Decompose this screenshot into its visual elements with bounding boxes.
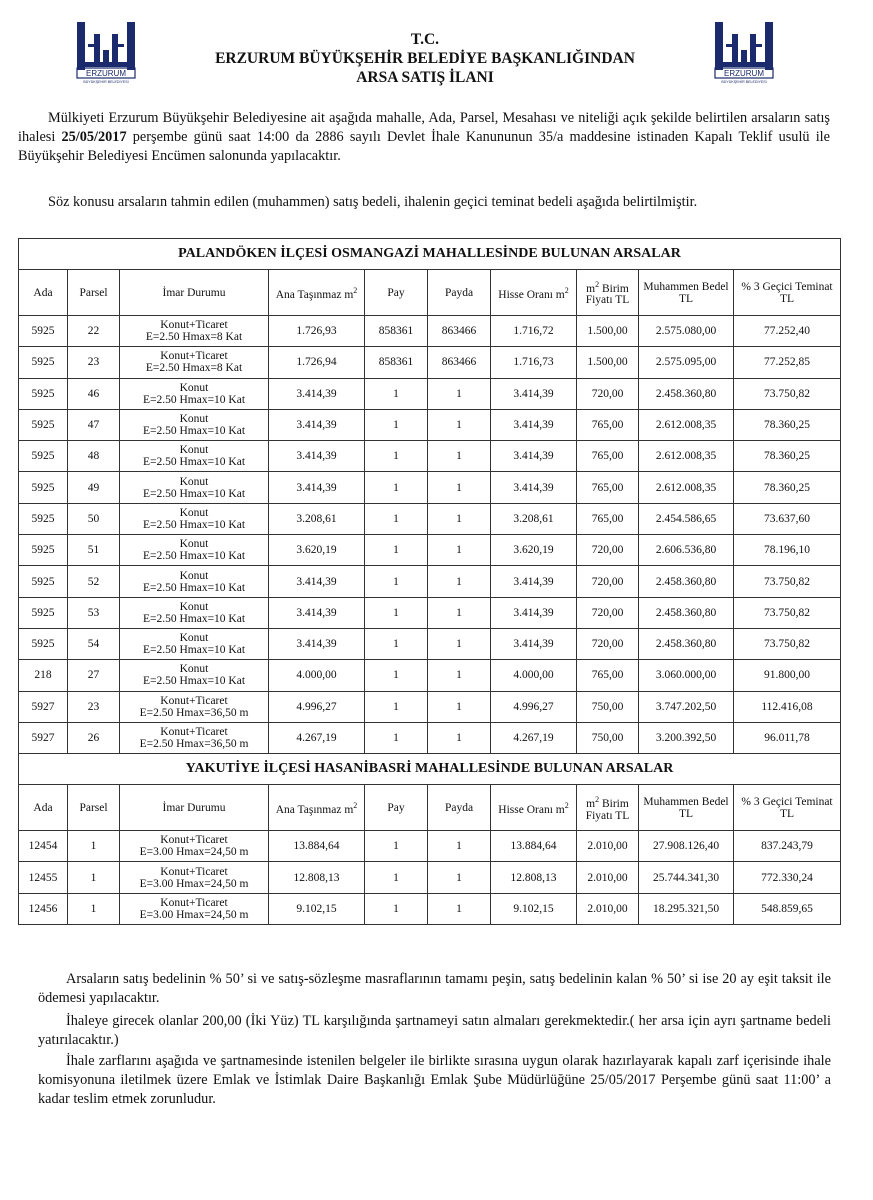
cell-hisse-orani: 12.808,13	[491, 862, 577, 893]
table-row	[19, 535, 841, 566]
cell-hisse-orani: 1.716,72	[491, 316, 577, 347]
cell-ana-tasinmaz: 3.208,61	[269, 503, 365, 534]
cell-ada: 5925	[19, 409, 68, 440]
cell-pay: 1	[365, 660, 428, 691]
cell-birim-fiyat: 750,00	[577, 691, 639, 722]
footer-paragraph-submission: İhale zarflarını aşağıda ve şartnamesinde istenilen belgeler ile birlikte sırasına uygun olarak hazırlayarak kapalı zarf içerisinde ihale komisyonuna iletilmek üzere Emlak ve İstimlak Daire Başkanlığı Emlak Şube Müdürlüğüne 25/05/2017 Perşembe günü saat 11:00’ a kadar teslim etmek zorunludur.	[38, 1053, 831, 1107]
cell-parsel: 48	[68, 441, 120, 472]
cell-ana-tasinmaz: 1.726,94	[269, 347, 365, 378]
column-header: % 3 Geçici Teminat TL	[734, 270, 841, 316]
cell-birim-fiyat: 765,00	[577, 472, 639, 503]
cell-muhammen-bedel: 2.458.360,80	[639, 628, 734, 659]
column-header: Muhammen Bedel TL	[639, 785, 734, 831]
cell-payda: 1	[428, 597, 491, 628]
cell-payda: 1	[428, 831, 491, 862]
cell-parsel: 26	[68, 722, 120, 753]
cell-imar-durumu	[120, 628, 269, 659]
intro-paragraph-2: Söz konusu arsaların tahmin edilen (muhammen) satış bedeli, ihalenin geçici teminat bedeli aşağıda belirtilmiştir.	[48, 194, 698, 210]
cell-ada: 5927	[19, 691, 68, 722]
table-row	[19, 831, 841, 862]
cell-payda: 1	[428, 862, 491, 893]
cell-gecici-teminat: 96.011,78	[734, 722, 841, 753]
cell-hisse-orani: 3.414,39	[491, 628, 577, 659]
cell-imar-durumu	[120, 660, 269, 691]
cell-parsel: 1	[68, 862, 120, 893]
header-announcement-title: ARSA SATIŞ İLANI	[356, 69, 494, 86]
logo-text-right: ERZURUM	[724, 69, 764, 78]
cell-ana-tasinmaz: 3.414,39	[269, 409, 365, 440]
cell-payda: 1	[428, 535, 491, 566]
cell-payda: 1	[428, 893, 491, 924]
cell-hisse-orani: 3.414,39	[491, 409, 577, 440]
cell-ana-tasinmaz: 3.414,39	[269, 441, 365, 472]
table-row	[19, 316, 841, 347]
cell-parsel: 23	[68, 691, 120, 722]
cell-ana-tasinmaz: 3.414,39	[269, 566, 365, 597]
cell-muhammen-bedel: 2.606.536,80	[639, 535, 734, 566]
cell-imar-durumu	[120, 893, 269, 924]
cell-gecici-teminat: 772.330,24	[734, 862, 841, 893]
table-row	[19, 660, 841, 691]
section-title-yakutiye-cell: YAKUTİYE İLÇESİ HASANİBASRİ MAHALLESİNDE BULUNAN ARSALAR	[19, 754, 841, 785]
table-row	[19, 691, 841, 722]
cell-payda: 1	[428, 566, 491, 597]
imar-detail: E=2.50 Hmax=8 Kat	[145, 362, 243, 375]
cell-hisse-orani: 3.620,19	[491, 535, 577, 566]
cell-muhammen-bedel: 2.454.586,65	[639, 503, 734, 534]
column-header: İmar Durumu	[120, 785, 269, 831]
table-row	[19, 347, 841, 378]
cell-payda: 1	[428, 378, 491, 409]
table-row	[19, 503, 841, 534]
imar-detail: E=2.50 Hmax=10 Kat	[142, 518, 246, 531]
cell-ada: 5925	[19, 472, 68, 503]
erzurum-logo-right	[712, 20, 776, 86]
cell-hisse-orani: 1.716,73	[491, 347, 577, 378]
cell-muhammen-bedel: 2.575.080,00	[639, 316, 734, 347]
cell-parsel: 50	[68, 503, 120, 534]
imar-detail: E=2.50 Hmax=10 Kat	[142, 612, 246, 625]
cell-muhammen-bedel: 2.612.008,35	[639, 409, 734, 440]
imar-type: Konut+Ticaret	[160, 726, 228, 738]
cell-gecici-teminat: 112.416,08	[734, 691, 841, 722]
tender-date: 25/05/2017	[61, 129, 127, 145]
intro-paragraph-1	[18, 109, 830, 166]
header-tc: T.C.	[410, 31, 440, 48]
cell-muhammen-bedel: 27.908.126,40	[639, 831, 734, 862]
cell-gecici-teminat: 78.360,25	[734, 472, 841, 503]
section-title-yakutiye	[19, 754, 841, 785]
cell-hisse-orani: 3.414,39	[491, 472, 577, 503]
imar-type: Konut+Ticaret	[160, 350, 228, 363]
cell-gecici-teminat: 77.252,40	[734, 316, 841, 347]
cell-gecici-teminat: 548.859,65	[734, 893, 841, 924]
imar-detail: E=2.50 Hmax=10 Kat	[142, 456, 246, 469]
cell-imar-durumu	[120, 722, 269, 753]
imar-detail: E=3.00 Hmax=24,50 m	[139, 877, 249, 890]
cell-gecici-teminat: 73.637,60	[734, 503, 841, 534]
cell-ada: 5925	[19, 628, 68, 659]
column-header: Pay	[365, 785, 428, 831]
column-header: Pay	[365, 270, 428, 316]
cell-pay: 1	[365, 409, 428, 440]
cell-payda: 1	[428, 691, 491, 722]
cell-parsel: 53	[68, 597, 120, 628]
cell-ada: 5925	[19, 535, 68, 566]
imar-detail: E=2.50 Hmax=36,50 m	[139, 706, 249, 719]
cell-gecici-teminat: 77.252,85	[734, 347, 841, 378]
cell-ada: 5925	[19, 378, 68, 409]
section-title-palandoken	[19, 239, 841, 270]
cell-ada: 12455	[19, 862, 68, 893]
document-header	[150, 30, 700, 87]
imar-type: Konut	[179, 600, 209, 613]
cell-pay: 1	[365, 535, 428, 566]
cell-pay: 1	[365, 862, 428, 893]
column-header: İmar Durumu	[120, 270, 269, 316]
cell-muhammen-bedel: 2.458.360,80	[639, 566, 734, 597]
cell-ana-tasinmaz: 3.414,39	[269, 628, 365, 659]
cell-hisse-orani: 3.414,39	[491, 441, 577, 472]
cell-pay: 1	[365, 722, 428, 753]
cell-imar-durumu	[120, 862, 269, 893]
cell-imar-durumu	[120, 597, 269, 628]
table-row	[19, 597, 841, 628]
imar-detail: E=2.50 Hmax=10 Kat	[142, 425, 246, 438]
cell-parsel: 1	[68, 831, 120, 862]
cell-imar-durumu	[120, 472, 269, 503]
column-header: Ada	[19, 785, 68, 831]
cell-gecici-teminat: 78.360,25	[734, 409, 841, 440]
cell-hisse-orani: 13.884,64	[491, 831, 577, 862]
imar-type: Konut	[179, 381, 209, 394]
cell-pay: 1	[365, 691, 428, 722]
column-header: % 3 Geçici Teminat TL	[734, 785, 841, 831]
imar-type: Konut	[179, 663, 209, 676]
cell-imar-durumu	[120, 441, 269, 472]
cell-ana-tasinmaz: 4.000,00	[269, 660, 365, 691]
cell-muhammen-bedel: 3.060.000,00	[639, 660, 734, 691]
cell-hisse-orani: 3.414,39	[491, 566, 577, 597]
cell-muhammen-bedel: 2.458.360,80	[639, 597, 734, 628]
cell-pay: 858361	[365, 316, 428, 347]
intro-text-b: perşembe günü saat 14:00 da 2886 sayılı Devlet İhale Kanununun 35/a maddesine istinaden Kapalı Teklif usulü ile Büyükşehir Belediyesi Encümen salonunda yapılacaktır.	[18, 129, 830, 164]
logo-subtext-right: BÜYÜKŞEHİR BELEDİYESİ	[721, 80, 767, 84]
table-row	[19, 472, 841, 503]
table-header-row-1	[19, 270, 841, 316]
cell-birim-fiyat: 765,00	[577, 409, 639, 440]
imar-type: Konut+Ticaret	[160, 834, 228, 847]
table-row	[19, 628, 841, 659]
cell-hisse-orani: 3.414,39	[491, 597, 577, 628]
cell-payda: 1	[428, 503, 491, 534]
cell-parsel: 22	[68, 316, 120, 347]
column-header: Ana Taşınmaz $m^2$	[269, 270, 365, 316]
cell-payda: 1	[428, 472, 491, 503]
imar-type: Konut	[179, 506, 209, 519]
cell-parsel: 54	[68, 628, 120, 659]
table-row	[19, 893, 841, 924]
cell-hisse-orani: 4.996,27	[491, 691, 577, 722]
table-row	[19, 441, 841, 472]
table-row	[19, 722, 841, 753]
column-header: Ana Taşınmaz $m^2$	[269, 785, 365, 831]
column-header: Hisse Oranı $m^2$	[491, 785, 577, 831]
imar-type: Konut	[179, 538, 209, 551]
cell-parsel: 47	[68, 409, 120, 440]
cell-payda: 1	[428, 628, 491, 659]
imar-type: Konut+Ticaret	[160, 865, 228, 878]
cell-muhammen-bedel: 3.747.202,50	[639, 691, 734, 722]
imar-detail: E=2.50 Hmax=8 Kat	[145, 331, 243, 344]
cell-birim-fiyat: 720,00	[577, 535, 639, 566]
cell-muhammen-bedel: 2.612.008,35	[639, 441, 734, 472]
cell-gecici-teminat: 78.360,25	[734, 441, 841, 472]
cell-parsel: 46	[68, 378, 120, 409]
land-sale-table	[18, 238, 841, 925]
cell-ada: 5925	[19, 441, 68, 472]
cell-hisse-orani: 4.267,19	[491, 722, 577, 753]
cell-birim-fiyat: 720,00	[577, 566, 639, 597]
cell-gecici-teminat: 73.750,82	[734, 378, 841, 409]
cell-imar-durumu	[120, 347, 269, 378]
imar-detail: E=2.50 Hmax=10 Kat	[142, 487, 246, 500]
cell-hisse-orani: 3.208,61	[491, 503, 577, 534]
cell-imar-durumu	[120, 503, 269, 534]
cell-imar-durumu	[120, 409, 269, 440]
cell-ada: 12456	[19, 893, 68, 924]
imar-type: Konut	[179, 569, 209, 582]
cell-pay: 1	[365, 831, 428, 862]
cell-pay: 1	[365, 566, 428, 597]
table-header-row-2	[19, 785, 841, 831]
cell-imar-durumu	[120, 566, 269, 597]
footer-paragraph-specification: İhaleye girecek olanlar 200,00 (İki Yüz) TL karşılığında şartnameyi satın almaları gerekmektedir.( her arsa için ayrı şartname bedeli yatırılacaktır.)	[38, 1013, 831, 1048]
cell-parsel: 27	[68, 660, 120, 691]
imar-type: Konut	[179, 632, 209, 645]
cell-birim-fiyat: 1.500,00	[577, 316, 639, 347]
table-row	[19, 409, 841, 440]
cell-ana-tasinmaz: 1.726,93	[269, 316, 365, 347]
footer-paragraph-payment: Arsaların satış bedelinin % 50’ si ve satış-sözleşme masraflarının tamamı peşin, satış bedelinin kalan % 50’ si ise 20 ay eşit taksit ile ödemesi yapılacaktır.	[38, 971, 831, 1006]
imar-type: Konut	[179, 475, 209, 488]
imar-detail: E=2.50 Hmax=10 Kat	[142, 393, 246, 406]
cell-ana-tasinmaz: 4.996,27	[269, 691, 365, 722]
erzurum-logo-left	[74, 20, 138, 86]
logo-text-left: ERZURUM	[86, 69, 126, 78]
cell-birim-fiyat: 2.010,00	[577, 893, 639, 924]
cell-muhammen-bedel: 25.744.341,30	[639, 862, 734, 893]
cell-ada: 5925	[19, 347, 68, 378]
table-row	[19, 378, 841, 409]
section-title-palandoken-cell: PALANDÖKEN İLÇESİ OSMANGAZİ MAHALLESİNDE BULUNAN ARSALAR	[19, 239, 841, 270]
cell-pay: 1	[365, 503, 428, 534]
cell-ana-tasinmaz: 13.884,64	[269, 831, 365, 862]
cell-ana-tasinmaz: 3.414,39	[269, 597, 365, 628]
cell-ada: 12454	[19, 831, 68, 862]
cell-parsel: 1	[68, 893, 120, 924]
cell-payda: 1	[428, 660, 491, 691]
cell-parsel: 51	[68, 535, 120, 566]
column-header: Hisse Oranı $m^2$	[491, 270, 577, 316]
column-header: $m^2$ Birim Fiyatı TL	[577, 785, 639, 831]
cell-gecici-teminat: 837.243,79	[734, 831, 841, 862]
table-row	[19, 566, 841, 597]
cell-parsel: 52	[68, 566, 120, 597]
cell-payda: 1	[428, 722, 491, 753]
cell-payda: 863466	[428, 316, 491, 347]
cell-gecici-teminat: 73.750,82	[734, 566, 841, 597]
imar-detail: E=2.50 Hmax=10 Kat	[142, 550, 246, 563]
cell-gecici-teminat: 78.196,10	[734, 535, 841, 566]
cell-birim-fiyat: 765,00	[577, 441, 639, 472]
cell-birim-fiyat: 1.500,00	[577, 347, 639, 378]
cell-birim-fiyat: 765,00	[577, 503, 639, 534]
imar-detail: E=3.00 Hmax=24,50 m	[139, 846, 249, 859]
cell-gecici-teminat: 73.750,82	[734, 628, 841, 659]
cell-pay: 1	[365, 597, 428, 628]
imar-detail: E=2.50 Hmax=36,50 m	[139, 738, 249, 750]
cell-imar-durumu	[120, 691, 269, 722]
cell-ana-tasinmaz: 4.267,19	[269, 722, 365, 753]
cell-imar-durumu	[120, 831, 269, 862]
cell-birim-fiyat: 2.010,00	[577, 862, 639, 893]
cell-birim-fiyat: 720,00	[577, 597, 639, 628]
cell-payda: 863466	[428, 347, 491, 378]
cell-ada: 218	[19, 660, 68, 691]
cell-muhammen-bedel: 18.295.321,50	[639, 893, 734, 924]
column-header: Parsel	[68, 785, 120, 831]
imar-type: Konut	[179, 444, 209, 457]
cell-pay: 1	[365, 441, 428, 472]
imar-type: Konut+Ticaret	[160, 319, 228, 332]
intro-text-a: Mülkiyeti Erzurum Büyükşehir Belediyesine ait aşağıda mahalle, Ada, Parsel, Mesahası ve niteliği açık şekilde belirtilen arsaların satış ihalesi	[18, 110, 830, 145]
cell-ada: 5925	[19, 566, 68, 597]
cell-muhammen-bedel: 2.575.095,00	[639, 347, 734, 378]
header-institution: ERZURUM BÜYÜKŞEHİR BELEDİYE BAŞKANLIĞINDAN	[215, 50, 635, 67]
cell-ana-tasinmaz: 3.414,39	[269, 472, 365, 503]
column-header: Payda	[428, 270, 491, 316]
cell-payda: 1	[428, 409, 491, 440]
imar-type: Konut	[179, 413, 209, 426]
imar-detail: E=2.50 Hmax=10 Kat	[142, 675, 246, 688]
cell-muhammen-bedel: 3.200.392,50	[639, 722, 734, 753]
cell-ana-tasinmaz: 3.414,39	[269, 378, 365, 409]
cell-pay: 1	[365, 378, 428, 409]
table-row	[19, 862, 841, 893]
cell-payda: 1	[428, 441, 491, 472]
cell-ana-tasinmaz: 12.808,13	[269, 862, 365, 893]
cell-birim-fiyat: 720,00	[577, 628, 639, 659]
cell-ada: 5925	[19, 597, 68, 628]
cell-birim-fiyat: 750,00	[577, 722, 639, 753]
cell-imar-durumu	[120, 535, 269, 566]
cell-parsel: 49	[68, 472, 120, 503]
cell-muhammen-bedel: 2.458.360,80	[639, 378, 734, 409]
cell-ana-tasinmaz: 3.620,19	[269, 535, 365, 566]
cell-gecici-teminat: 91.800,00	[734, 660, 841, 691]
cell-pay: 1	[365, 472, 428, 503]
imar-type: Konut+Ticaret	[160, 694, 228, 707]
cell-imar-durumu	[120, 378, 269, 409]
imar-detail: E=2.50 Hmax=10 Kat	[142, 644, 246, 657]
logo-subtext-left: BÜYÜKŞEHİR BELEDİYESİ	[83, 80, 129, 84]
cell-pay: 1	[365, 893, 428, 924]
cell-parsel: 23	[68, 347, 120, 378]
cell-ada: 5927	[19, 722, 68, 753]
cell-ada: 5925	[19, 316, 68, 347]
cell-pay: 858361	[365, 347, 428, 378]
imar-detail: E=2.50 Hmax=10 Kat	[142, 581, 246, 594]
cell-ada: 5925	[19, 503, 68, 534]
cell-ana-tasinmaz: 9.102,15	[269, 893, 365, 924]
cell-hisse-orani: 9.102,15	[491, 893, 577, 924]
column-header: Payda	[428, 785, 491, 831]
imar-type: Konut+Ticaret	[160, 896, 228, 909]
imar-detail: E=3.00 Hmax=24,50 m	[139, 908, 249, 921]
column-header: Muhammen Bedel TL	[639, 270, 734, 316]
cell-imar-durumu	[120, 316, 269, 347]
column-header: Parsel	[68, 270, 120, 316]
cell-birim-fiyat: 2.010,00	[577, 831, 639, 862]
column-header: Ada	[19, 270, 68, 316]
cell-gecici-teminat: 73.750,82	[734, 597, 841, 628]
cell-birim-fiyat: 765,00	[577, 660, 639, 691]
cell-hisse-orani: 3.414,39	[491, 378, 577, 409]
cell-pay: 1	[365, 628, 428, 659]
column-header: $m^2$ Birim Fiyatı TL	[577, 270, 639, 316]
cell-birim-fiyat: 720,00	[577, 378, 639, 409]
cell-muhammen-bedel: 2.612.008,35	[639, 472, 734, 503]
cell-hisse-orani: 4.000,00	[491, 660, 577, 691]
